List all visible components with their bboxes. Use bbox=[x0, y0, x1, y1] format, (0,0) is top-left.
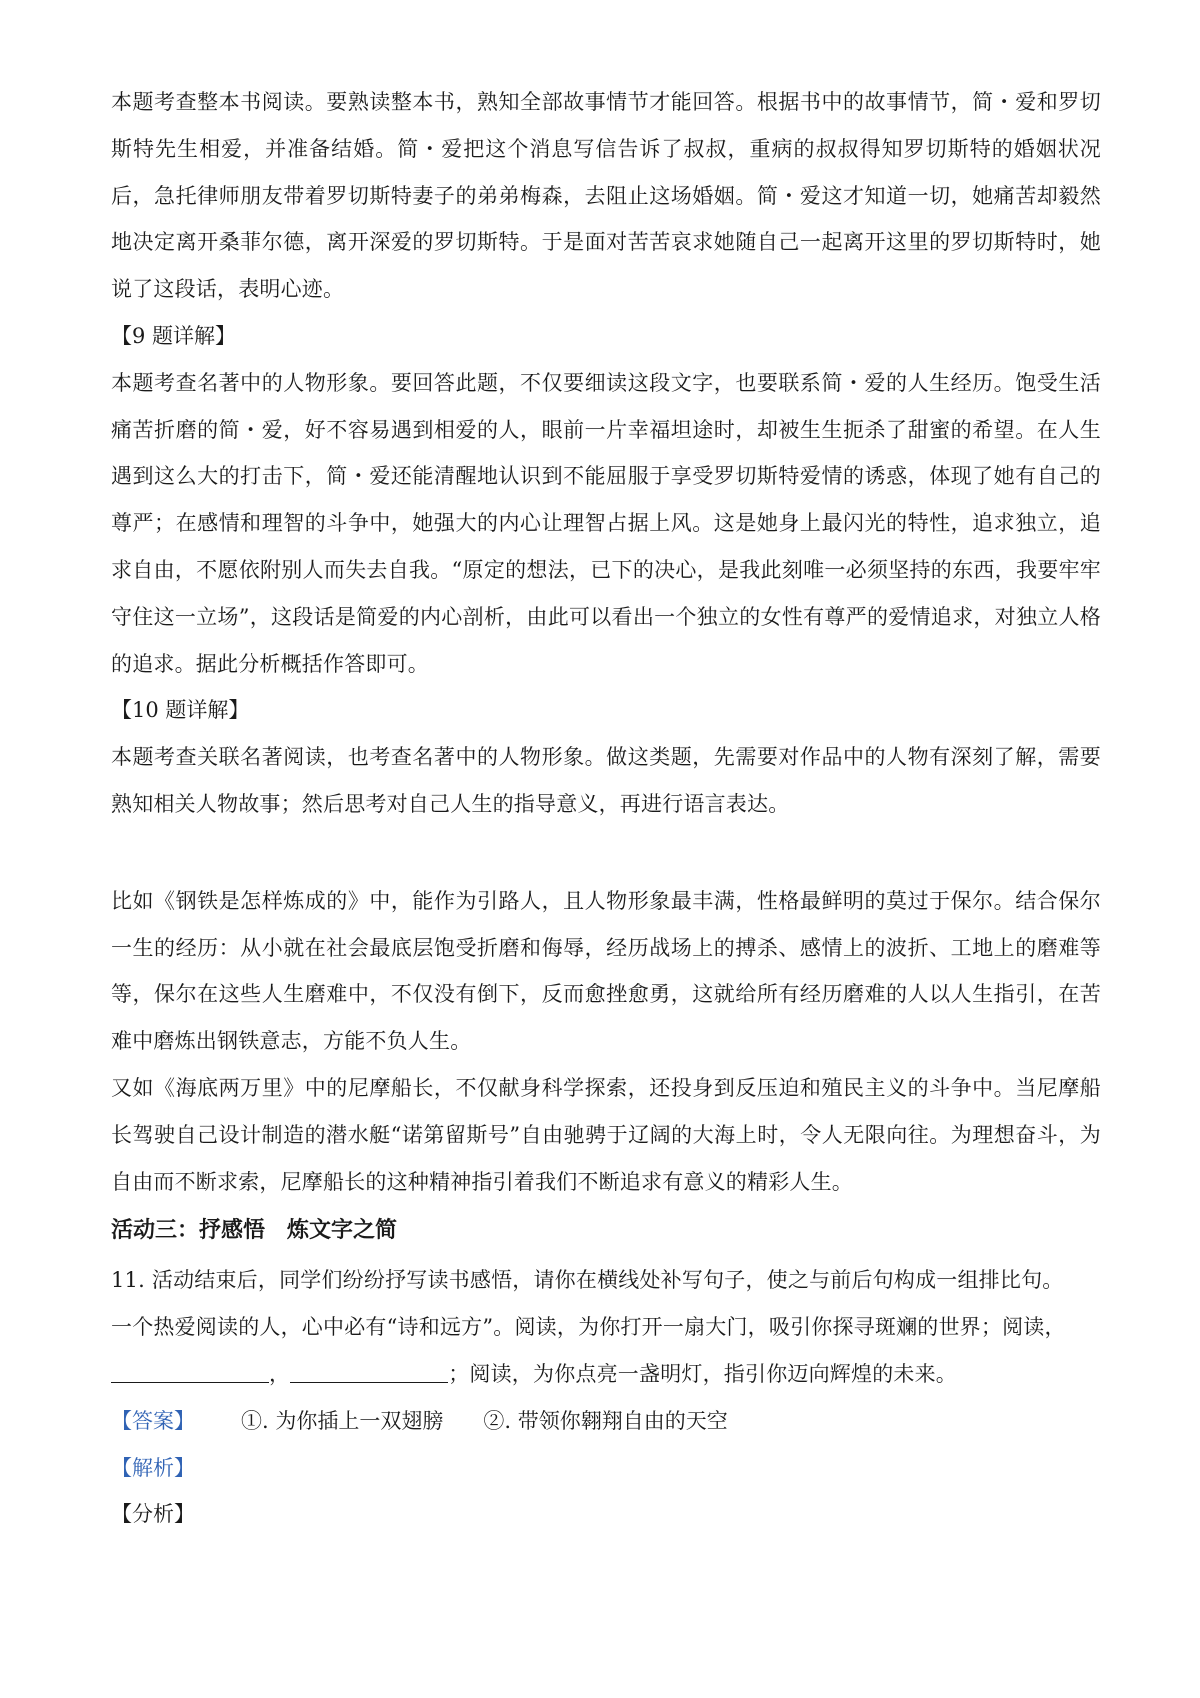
analysis-label: 【解析】 bbox=[111, 1455, 195, 1480]
fenxi-label: 【分析】 bbox=[111, 1502, 195, 1527]
paragraph-q10-example-nemo: 又如《海底两万里》中的尼摩船长，不仅献身科学探索，还投身到反压迫和殖民主义的斗争中。当尼摩船长驾驶自己设计制造的潜水艇“诺第留斯号”自由驰骋于辽阔的大海上时，令人无限向往。为理想奋斗，为自由而不断求索，尼摩船长的这种精神指引着我们不断追求有意义的精彩人生。 bbox=[111, 1075, 1101, 1194]
answer-row bbox=[111, 1398, 1101, 1445]
answer-label: 【答案】 bbox=[111, 1408, 195, 1433]
answer-blank-1 bbox=[111, 1360, 269, 1383]
activity-heading: 活动三：抒感悟 炼文字之简 bbox=[111, 1218, 398, 1244]
paragraph-q10-intro: 本题考查关联名著阅读，也考查名著中的人物形象。做这类题，先需要对作品中的人物有深刻了解，需要熟知相关人物故事；然后思考对自己人生的指导意义，再进行语言表达。 bbox=[111, 745, 1101, 816]
q9-header: 【9 题详解】 bbox=[111, 323, 237, 348]
q11-prompt: 11. 活动结束后，同学们纷纷抒写读书感悟，请你在横线处补写句子，使之与前后句构成一组排比句。 bbox=[111, 1268, 1064, 1293]
q11-text bbox=[111, 1304, 1101, 1398]
answer-blank-2 bbox=[290, 1360, 448, 1383]
q11-text-before: 一个热爱阅读的人，心中必有“诗和远方”。阅读，为你打开一扇大门，吸引你探寻斑斓的世界；阅读， bbox=[111, 1315, 1066, 1340]
answer-item-2: ②. 带领你翱翔自由的天空 bbox=[483, 1408, 728, 1433]
q11-text-after: ；阅读，为你点亮一盏明灯，指引你迈向辉煌的未来。 bbox=[448, 1361, 958, 1386]
document-body bbox=[111, 79, 1101, 1538]
paragraph-q9-explanation: 本题考查名著中的人物形象。要回答此题，不仅要细读这段文字，也要联系简・爱的人生经历。饱受生活痛苦折磨的简・爱，好不容易遇到相爱的人，眼前一片幸福坦途时，却被生生扼杀了甜蜜的希望。在人生遇到这么大的打击下，简・爱还能清醒地认识到不能屈服于享受罗切斯特爱情的诱惑，体现了她有自己的尊严；在感情和理智的斗争中，她强大的内心让理智占据上风。这是她身上最闪光的特性，追求独立，追求自由，不愿依附别人而失去自我。“原定的想法，已下的决心，是我此刻唯一必须坚持的东西，我要牢牢守住这一立场”，这段话是简爱的内心剖析，由此可以看出一个独立的女性有尊严的爱情追求，对独立人格的追求。据此分析概括作答即可。 bbox=[111, 370, 1101, 676]
paragraph-q10-example-paul: 比如《钢铁是怎样炼成的》中，能作为引路人，且人物形象最丰满，性格最鲜明的莫过于保尔。结合保尔一生的经历：从小就在社会最底层饱受折磨和侮辱，经历战场上的搏杀、感情上的波折、工地上的磨难等等，保尔在这些人生磨难中，不仅没有倒下，反而愈挫愈勇，这就给所有经历磨难的人以人生指引，在苦难中磨炼出钢铁意志，方能不负人生。 bbox=[111, 888, 1101, 1054]
q10-header: 【10 题详解】 bbox=[111, 698, 250, 723]
paragraph-q8-explanation: 本题考查整本书阅读。要熟读整本书，熟知全部故事情节才能回答。根据书中的故事情节，简・爱和罗切斯特先生相爱，并准备结婚。简・爱把这个消息写信告诉了叔叔，重病的叔叔得知罗切斯特的婚姻状况后，急托律师朋友带着罗切斯特妻子的弟弟梅森，去阻止这场婚姻。简・爱这才知道一切，她痛苦却毅然地决定离开桑菲尔德，离开深爱的罗切斯特。于是面对苦苦哀求她随自己一起离开这里的罗切斯特时，她说了这段话，表明心迹。 bbox=[111, 90, 1101, 302]
paragraph-gap bbox=[111, 828, 1101, 878]
q11-separator: ， bbox=[269, 1361, 291, 1386]
answer-item-1: ①. 为你插上一双翅膀 bbox=[241, 1408, 444, 1433]
